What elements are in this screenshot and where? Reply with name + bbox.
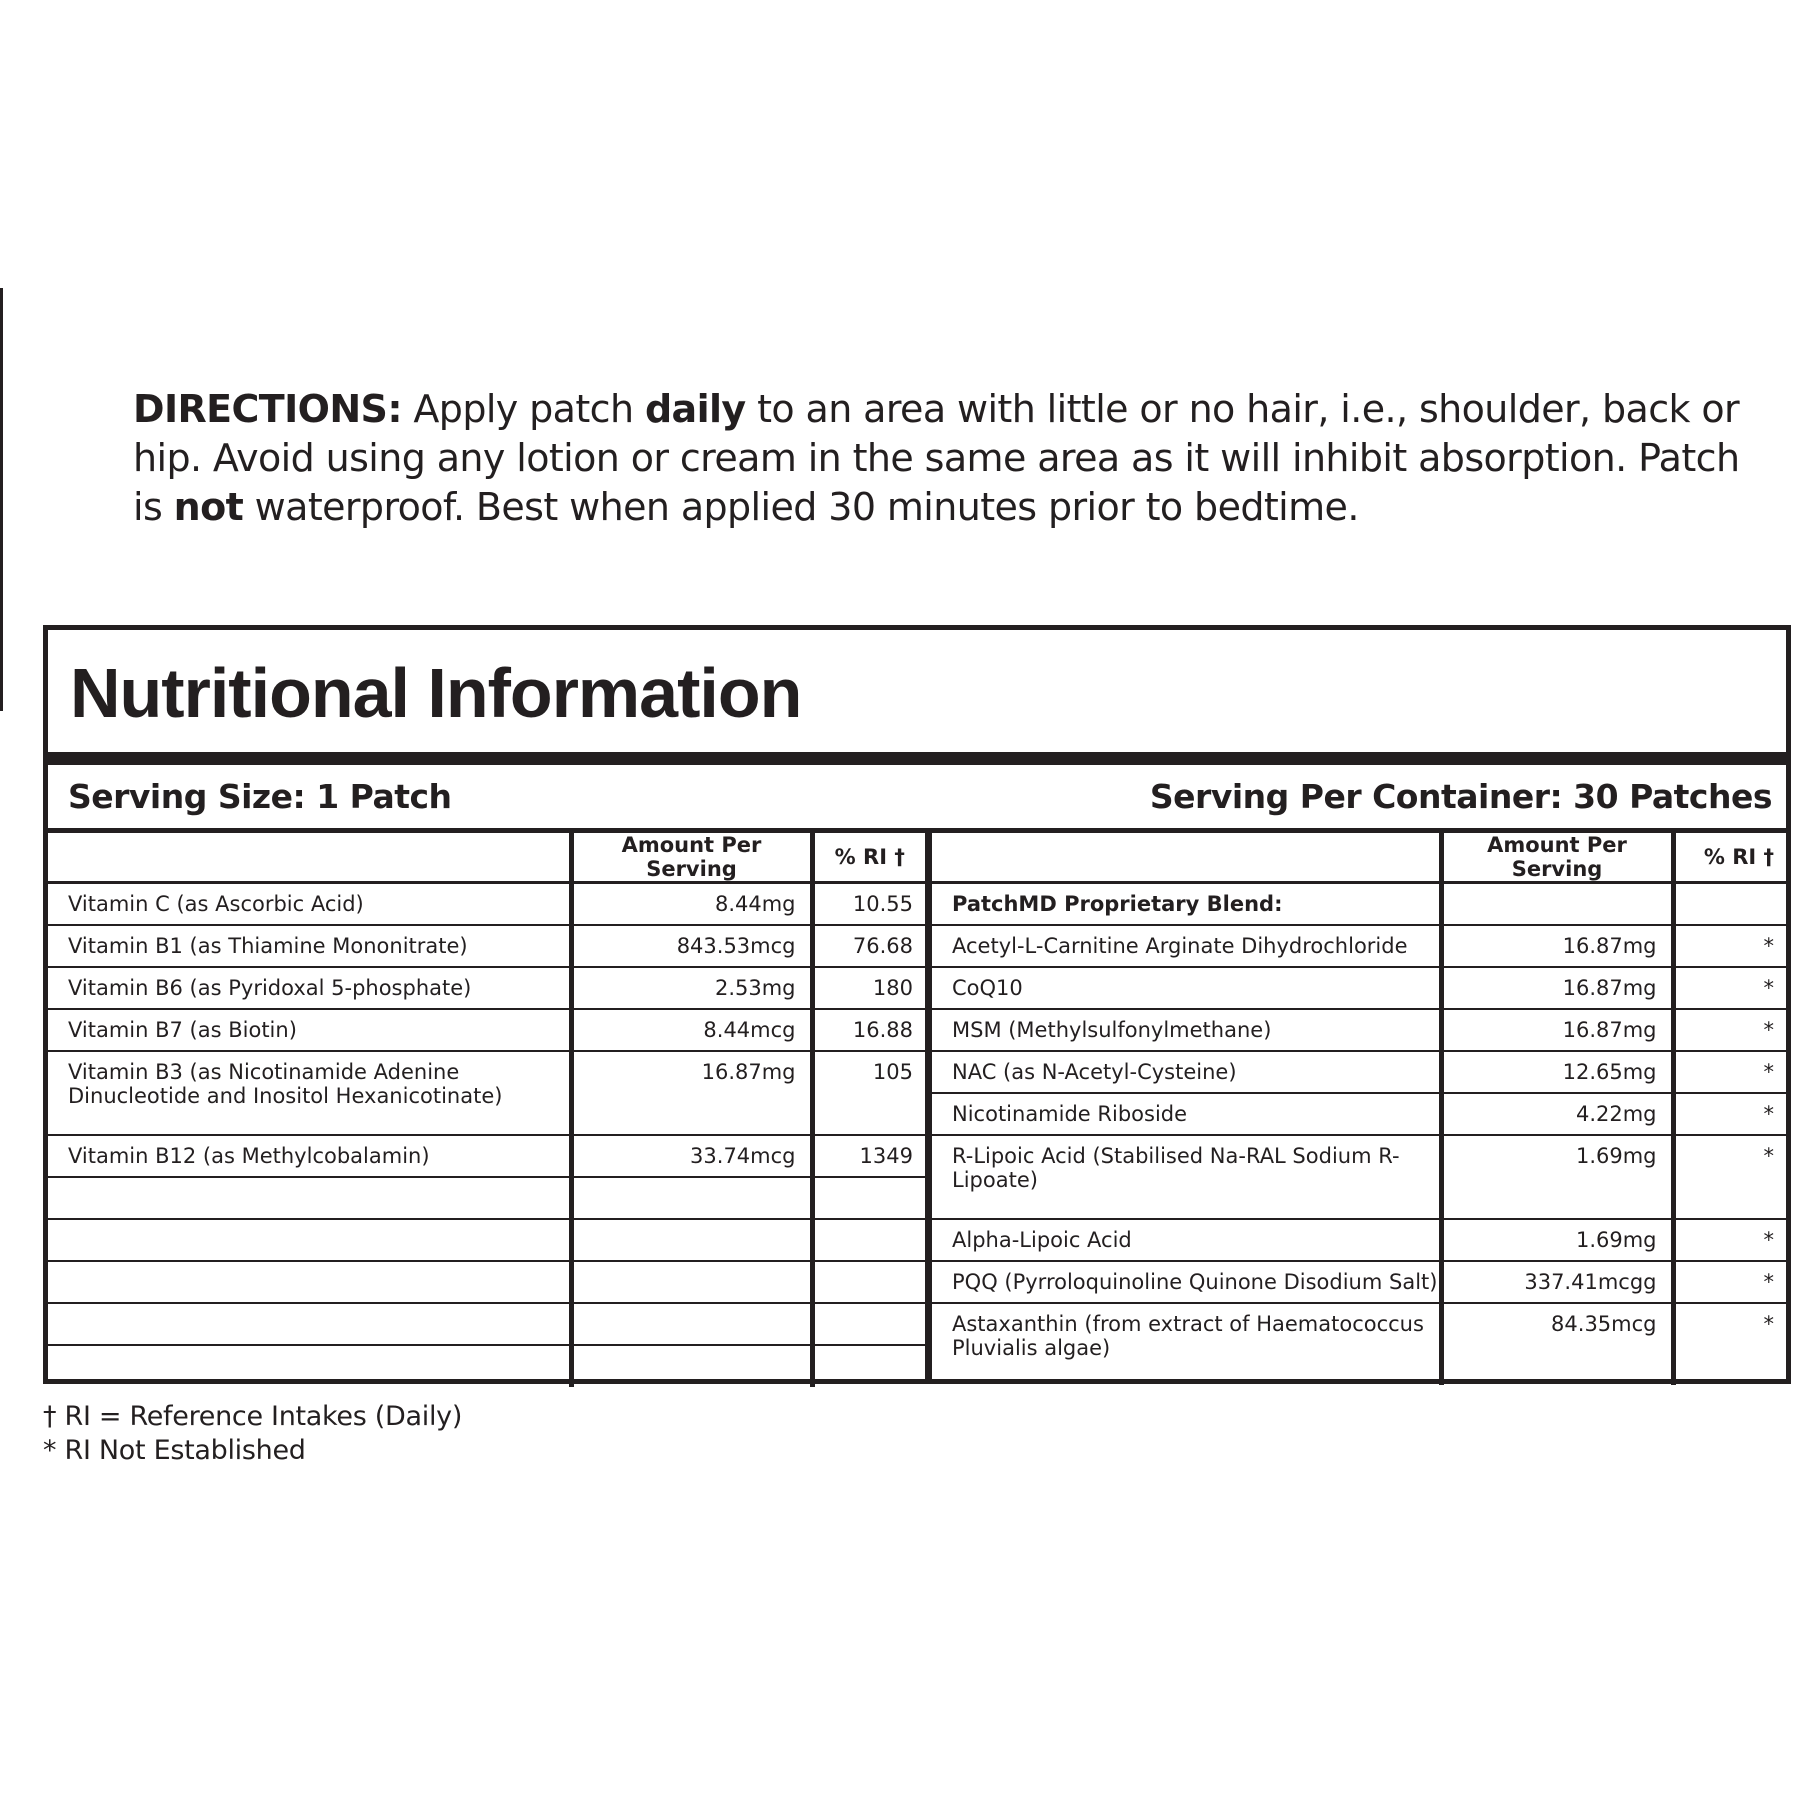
- cell-ri: *: [1673, 1135, 1786, 1219]
- title-area: [48, 630, 1786, 750]
- cell-ri: 180: [812, 967, 925, 1009]
- cell-name: CoQ10: [932, 967, 1441, 1009]
- cell-amount: [571, 1177, 812, 1219]
- cell-name: Acetyl-L-Carnitine Arginate Dihydrochloride: [932, 925, 1441, 967]
- table-row: [48, 967, 925, 1009]
- header-amount: Amount Per Serving: [1441, 833, 1673, 883]
- table-row: [932, 1051, 1786, 1093]
- nutrition-panel: [43, 625, 1791, 1384]
- cell-amount: [571, 1303, 812, 1345]
- cell-ri: [812, 1345, 925, 1387]
- cell-ri: 1349: [812, 1135, 925, 1177]
- table-row: [932, 1261, 1786, 1303]
- cell-amount: 16.87mg: [1441, 925, 1673, 967]
- cell-name: NAC (as N-Acetyl-Cysteine): [932, 1051, 1441, 1093]
- table-row: [48, 1303, 925, 1345]
- serving-row: [48, 765, 1786, 828]
- cell-name: R-Lipoic Acid (Stabilised Na-RAL Sodium R-Lipoate): [932, 1135, 1441, 1219]
- cell-amount: 4.22mg: [1441, 1093, 1673, 1135]
- cell-ri: [1673, 883, 1786, 925]
- cell-ri: 16.88: [812, 1009, 925, 1051]
- cell-ri: *: [1673, 967, 1786, 1009]
- cell-amount: 337.41mcgg: [1441, 1261, 1673, 1303]
- cell-name: Vitamin B1 (as Thiamine Mononitrate): [48, 925, 571, 967]
- cell-amount: 12.65mg: [1441, 1051, 1673, 1093]
- cell-amount: 16.87mg: [1441, 967, 1673, 1009]
- cell-name: [48, 1177, 571, 1219]
- directions-text: [133, 385, 1753, 532]
- table-row: [48, 1051, 925, 1135]
- table-row: [932, 967, 1786, 1009]
- cell-amount: 8.44mg: [571, 883, 812, 925]
- cell-ri: [812, 1303, 925, 1345]
- directions-text-2: to an area with little or no hair, i.e., shoulder, back or hip. Avoid using any lotion or cream in the same area as it will inhibit absorption. Patch is: [133, 387, 1740, 529]
- cell-name: MSM (Methylsulfonylmethane): [932, 1009, 1441, 1051]
- cell-name: Nicotinamide Riboside: [932, 1093, 1441, 1135]
- cell-amount: 843.53mcg: [571, 925, 812, 967]
- cell-name: [48, 1303, 571, 1345]
- table-row: [932, 1303, 1786, 1385]
- cell-ri: 105: [812, 1051, 925, 1135]
- cell-amount: 16.87mg: [571, 1051, 812, 1135]
- blend-table: [932, 833, 1786, 1385]
- vitamins-table: [48, 833, 925, 1387]
- cell-amount: [571, 1261, 812, 1303]
- cell-ri: [812, 1177, 925, 1219]
- table-row: [48, 1135, 925, 1177]
- cell-amount: [1441, 883, 1673, 925]
- table-row: [48, 1219, 925, 1261]
- cell-name: Vitamin B12 (as Methylcobalamin): [48, 1135, 571, 1177]
- table-row: [48, 1009, 925, 1051]
- cell-ri: *: [1673, 925, 1786, 967]
- footnotes: [43, 1400, 462, 1468]
- header-ri: % RI †: [1673, 833, 1786, 883]
- directions-bold-daily: daily: [644, 387, 746, 431]
- cell-ri: *: [1673, 1093, 1786, 1135]
- cell-ri: [812, 1261, 925, 1303]
- table-row: [932, 1219, 1786, 1261]
- blend-table-header: [932, 833, 1786, 883]
- cell-amount: [571, 1345, 812, 1387]
- table-row: [932, 883, 1786, 925]
- cell-name: Vitamin C (as Ascorbic Acid): [48, 883, 571, 925]
- cell-ri: *: [1673, 1261, 1786, 1303]
- cell-amount: [571, 1219, 812, 1261]
- cell-name: Vitamin B7 (as Biotin): [48, 1009, 571, 1051]
- directions-bold-not: not: [173, 485, 244, 529]
- table-row: [932, 925, 1786, 967]
- table-separator: [925, 833, 932, 1384]
- table-row: [48, 1345, 925, 1387]
- servings-per-container: Serving Per Container: 30 Patches: [1149, 777, 1772, 816]
- cell-amount: 2.53mg: [571, 967, 812, 1009]
- cell-ri: [812, 1219, 925, 1261]
- header-amount: Amount Per Serving: [571, 833, 812, 883]
- not-established-footnote: * RI Not Established: [43, 1435, 306, 1466]
- serving-size: Serving Size: 1 Patch: [68, 777, 452, 816]
- cell-name: Vitamin B3 (as Nicotinamide Adenine Dinucleotide and Inositol Hexanicotinate): [48, 1051, 571, 1135]
- cell-name: Vitamin B6 (as Pyridoxal 5-phosphate): [48, 967, 571, 1009]
- cell-ri: *: [1763, 1311, 1774, 1336]
- title-divider: [48, 752, 1786, 765]
- cell-amount: 16.87mg: [1441, 1009, 1673, 1051]
- ri-footnote: † RI = Reference Intakes (Daily): [43, 1401, 463, 1432]
- cell-name: [48, 1345, 571, 1387]
- cell-name: Astaxanthin (from extract of Haematococcus Pluvialis algae): [932, 1303, 1441, 1385]
- panel-title: Nutritional Information: [70, 654, 802, 732]
- cell-ri: *: [1673, 1219, 1786, 1261]
- table-row: [932, 1093, 1786, 1135]
- cell-name: [48, 1219, 571, 1261]
- cell-amount: 84.35mcg: [1441, 1303, 1673, 1385]
- header-name: [932, 833, 1441, 883]
- table-row: [48, 1261, 925, 1303]
- directions-label: DIRECTIONS:: [133, 387, 402, 431]
- edge-line: [0, 288, 3, 711]
- cell-amount: 1.69mg: [1441, 1219, 1673, 1261]
- cell-ri: 10.55: [812, 883, 925, 925]
- table-row: [48, 883, 925, 925]
- table-row: [48, 1177, 925, 1219]
- cell-amount: 8.44mcg: [571, 1009, 812, 1051]
- table-row: [932, 1135, 1786, 1219]
- cell-name: PQQ (Pyrroloquinoline Quinone Disodium Salt): [932, 1261, 1441, 1303]
- table-row: [932, 1009, 1786, 1051]
- header-name: [48, 833, 571, 883]
- cell-name: [48, 1261, 571, 1303]
- cell-name: PatchMD Proprietary Blend:: [932, 883, 1441, 925]
- cell-amount: 1.69mg: [1441, 1135, 1673, 1219]
- table-row: [48, 925, 925, 967]
- header-ri: % RI †: [812, 833, 925, 883]
- directions-text-3: waterproof. Best when applied 30 minutes prior to bedtime.: [243, 485, 1359, 529]
- vitamins-table-header: [48, 833, 925, 883]
- cell-ri: 76.68: [812, 925, 925, 967]
- cell-amount: 33.74mcg: [571, 1135, 812, 1177]
- directions-text-1: Apply patch: [401, 387, 645, 431]
- cell-ri: *: [1673, 1009, 1786, 1051]
- cell-ri: *: [1673, 1051, 1786, 1093]
- cell-name: Alpha-Lipoic Acid: [932, 1219, 1441, 1261]
